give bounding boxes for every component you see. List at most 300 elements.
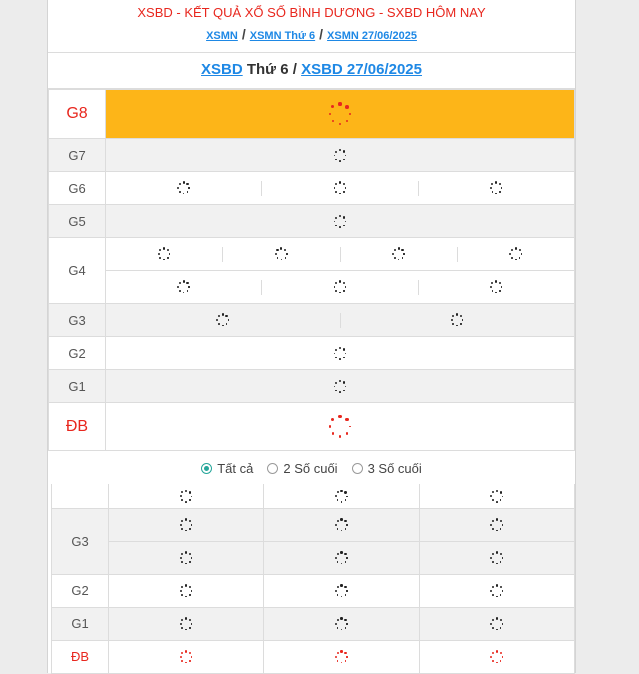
breadcrumb-xsmn-date[interactable]: XSMN 27/06/2025 (327, 30, 417, 42)
prize-row-g3 (49, 304, 575, 337)
spinner-dot (185, 629, 187, 631)
spinner-dot (490, 187, 492, 189)
filter-2-digits-label: 2 Số cuối (283, 460, 338, 476)
prize-label: G6 (49, 172, 106, 205)
spinner-dot (341, 501, 343, 503)
prize-row-g4 (49, 238, 575, 271)
spinner-dot (189, 499, 190, 500)
spinner-dot (185, 617, 187, 619)
loading-spinner-icon (391, 247, 406, 262)
spinner-dot (349, 113, 351, 115)
loto-table (51, 484, 575, 674)
spinner-dot (185, 518, 187, 520)
spinner-dot (490, 495, 492, 497)
spinner-dot (335, 349, 337, 351)
spinner-dot (185, 530, 187, 532)
spinner-dot (189, 528, 190, 529)
spinner-dot (492, 594, 494, 596)
loto-row (52, 484, 575, 508)
loading-spinner-icon (333, 214, 348, 229)
spinner-dot (500, 553, 502, 555)
prize-cell (106, 139, 575, 172)
spinner-dot (502, 496, 503, 497)
spinner-dot (340, 617, 342, 619)
spinner-dot (277, 257, 279, 259)
result-subheader (48, 53, 575, 89)
prize-label: G3 (49, 304, 106, 337)
spinner-dot (346, 557, 347, 558)
spinner-dot (222, 313, 224, 315)
spinner-dot (340, 584, 342, 586)
spinner-dot (496, 662, 498, 664)
spinner-dot (344, 553, 346, 555)
spinner-dot (228, 319, 229, 320)
spinner-dot (339, 181, 341, 183)
spinner-dot (346, 120, 348, 122)
spinner-dot (187, 290, 188, 291)
spinner-dot (501, 286, 502, 287)
loto-cell (419, 574, 574, 607)
loading-spinner-icon (333, 148, 348, 163)
spinner-dot (188, 187, 189, 188)
prize-cell (418, 181, 574, 196)
loading-spinner-icon (489, 617, 504, 632)
spinner-dot (177, 187, 179, 189)
spinner-dot (344, 491, 346, 493)
spinner-dot (341, 563, 343, 565)
spinner-dot (332, 120, 335, 123)
spinner-dot (491, 282, 493, 284)
spinner-dot (451, 319, 453, 321)
spinner-dot (163, 247, 165, 249)
spinner-dot (286, 253, 287, 254)
breadcrumb-xsmn-thu6[interactable]: XSMN Thứ 6 (249, 30, 316, 42)
spinner-dot (343, 282, 345, 284)
spinner-dot (191, 496, 192, 497)
loto-label: G3 (52, 508, 109, 574)
loading-spinner-icon (334, 617, 349, 632)
loading-spinner-icon (489, 650, 504, 665)
spinner-dot (179, 191, 181, 193)
spinner-dot (189, 491, 191, 493)
prize-label: G1 (49, 370, 106, 403)
spinner-dot (185, 584, 187, 586)
prize-cell (106, 370, 575, 403)
spinner-dot (502, 656, 503, 657)
loto-cell (264, 574, 419, 607)
loto-cell (419, 541, 574, 574)
spinner-dot (456, 313, 458, 315)
spinner-dot (340, 650, 342, 652)
loading-spinner-icon (176, 181, 191, 196)
spinner-dot (500, 499, 501, 500)
spinner-dot (335, 623, 337, 625)
spinner-dot (335, 557, 337, 559)
spinner-dot (490, 524, 492, 526)
spinner-dot (343, 390, 344, 391)
results-panel (47, 0, 576, 673)
spinner-dot (187, 191, 188, 192)
loading-spinner-icon (332, 280, 347, 295)
spinner-dot (403, 253, 404, 254)
spinner-dot (343, 381, 345, 383)
prize-row-g4-b (49, 271, 575, 304)
loto-label: ĐB (52, 640, 109, 673)
spinner-dot (492, 491, 494, 493)
spinner-dot (177, 286, 179, 288)
spinner-dot (344, 586, 346, 588)
prize-label: G5 (49, 205, 106, 238)
spinner-dot (331, 105, 334, 108)
loading-spinner-icon (215, 313, 230, 328)
loto-cell (109, 607, 264, 640)
prize-label: G2 (49, 337, 106, 370)
prize-row-g8 (49, 90, 575, 139)
loading-spinner-icon (334, 518, 349, 533)
loto-cell (109, 541, 264, 574)
spinner-dot (490, 623, 492, 625)
loto-label (52, 484, 109, 508)
spinner-dot (492, 499, 494, 501)
prize-row-g2 (49, 337, 575, 370)
spinner-dot (180, 590, 182, 592)
spinner-dot (191, 590, 192, 591)
spinner-dot (181, 594, 183, 596)
spinner-dot (341, 596, 343, 598)
spinner-dot (181, 627, 183, 629)
spinner-dot (181, 619, 183, 621)
spinner-dot (216, 319, 218, 321)
filter-3-digits-label: 3 Số cuối (367, 460, 422, 476)
spinner-dot (189, 561, 190, 562)
spinner-dot (339, 380, 341, 382)
spinner-dot (218, 323, 220, 325)
loading-spinner-icon (489, 518, 504, 533)
loading-spinner-icon (179, 551, 194, 566)
prize-row-g7 (49, 139, 575, 172)
spinner-dot (191, 656, 192, 657)
loto-row-g3 (52, 508, 575, 541)
spinner-dot (340, 490, 342, 492)
spinner-dot (344, 520, 346, 522)
spinner-dot (499, 191, 500, 192)
spinner-dot (180, 557, 182, 559)
spinner-dot (335, 159, 337, 161)
spinner-dot (343, 183, 345, 185)
spinner-dot (185, 596, 187, 598)
spinner-dot (339, 215, 341, 217)
spinner-dot (218, 315, 220, 317)
spinner-dot (340, 518, 342, 520)
spinner-dot (511, 249, 513, 251)
spinner-dot (285, 257, 286, 258)
spinner-dot (181, 528, 183, 530)
spinner-dot (339, 391, 341, 393)
spinner-dot (398, 259, 400, 261)
spinner-dot (284, 249, 286, 251)
spinner-dot (490, 656, 492, 658)
spinner-dot (343, 357, 344, 358)
loto-cell (419, 484, 574, 508)
spinner-dot (159, 249, 161, 251)
spinner-dot (183, 292, 185, 294)
prize-cell (340, 247, 457, 262)
spinner-dot (345, 386, 346, 387)
spinner-dot (226, 323, 227, 324)
loading-spinner-icon (179, 518, 194, 533)
spinner-dot (181, 491, 183, 493)
spinner-dot (329, 113, 332, 116)
prize-cell (222, 247, 339, 262)
spinner-dot (339, 292, 341, 294)
spinner-dot (500, 619, 502, 621)
spinner-dot (495, 280, 497, 282)
xsbd-date-link[interactable]: XSBD 27/06/2025 (301, 61, 422, 78)
spinner-dot (345, 187, 346, 188)
radio-icon[interactable] (267, 463, 278, 474)
spinner-dot (335, 590, 337, 592)
spinner-dot (167, 249, 169, 251)
spinner-dot (500, 586, 502, 588)
filter-2-digits-option[interactable] (267, 461, 337, 476)
spinner-dot (159, 257, 161, 259)
loto-cell (264, 508, 419, 541)
spinner-dot (158, 253, 160, 255)
spinner-dot (335, 290, 337, 292)
spinner-dot (346, 496, 347, 497)
page-title: XSBD - KẾT QUẢ XỔ SỐ BÌNH DƯƠNG - SXBD HÔM NAY (137, 5, 486, 20)
prize-label: ĐB (49, 403, 106, 451)
spinner-dot (492, 528, 494, 530)
spinner-dot (335, 282, 337, 284)
breadcrumb (48, 27, 575, 43)
spinner-dot (335, 382, 337, 384)
spinner-dot (335, 495, 337, 497)
radio-icon[interactable] (352, 463, 363, 474)
spinner-dot (496, 551, 498, 553)
prize-table (48, 89, 575, 451)
spinner-dot (500, 594, 501, 595)
spinner-dot (452, 315, 454, 317)
spinner-dot (337, 520, 339, 522)
spinner-dot (341, 530, 343, 532)
spinner-dot (337, 586, 339, 588)
spinner-dot (346, 432, 348, 434)
spinner-dot (500, 660, 501, 661)
spinner-dot (509, 253, 511, 255)
filter-3-digits-option[interactable] (352, 461, 422, 476)
spinner-dot (496, 629, 498, 631)
spinner-dot (281, 259, 283, 261)
spinner-dot (334, 187, 336, 189)
spinner-dot (462, 319, 463, 320)
spinner-dot (398, 247, 400, 249)
spinner-dot (492, 619, 494, 621)
loto-cell (419, 607, 574, 640)
loto-cell (264, 640, 419, 673)
spinner-dot (181, 660, 183, 662)
spinner-dot (490, 557, 492, 559)
spinner-dot (332, 432, 335, 435)
loading-spinner-icon (179, 489, 194, 504)
spinner-dot (339, 149, 341, 151)
spinner-dot (334, 155, 336, 157)
spinner-dot (169, 253, 170, 254)
spinner-dot (496, 650, 498, 652)
prize-label: G4 (49, 238, 106, 304)
spinner-dot (337, 499, 339, 501)
spinner-dot (345, 499, 346, 500)
prize-cells (106, 271, 575, 304)
spinner-dot (337, 561, 339, 563)
prize-cell (106, 247, 222, 262)
loading-spinner-icon (328, 102, 352, 126)
spinner-dot (180, 524, 182, 526)
spinner-dot (339, 123, 341, 125)
spinner-dot (280, 247, 282, 249)
spinner-dot (339, 160, 341, 162)
prize-row-g1 (49, 370, 575, 403)
spinner-dot (337, 594, 339, 596)
loto-cell (109, 484, 264, 508)
spinner-dot (492, 520, 494, 522)
spinner-dot (337, 619, 339, 621)
spinner-dot (491, 183, 493, 185)
breadcrumb-xsmn[interactable]: XSMN (206, 30, 238, 42)
spinner-dot (460, 315, 462, 317)
spinner-dot (181, 652, 183, 654)
prize-cell (106, 90, 575, 139)
spinner-dot (180, 495, 182, 497)
loto-label: G1 (52, 607, 109, 640)
spinner-dot (338, 102, 341, 105)
spinner-dot (331, 418, 334, 421)
spinner-dot (490, 590, 492, 592)
spinner-dot (181, 586, 183, 588)
spinner-dot (181, 520, 183, 522)
spinner-dot (181, 553, 183, 555)
spinner-dot (275, 253, 277, 255)
spinner-dot (346, 524, 347, 525)
spinner-dot (521, 253, 522, 254)
spinner-dot (339, 226, 341, 228)
prize-cell (418, 280, 574, 295)
spinner-dot (501, 187, 502, 188)
spinner-dot (345, 286, 346, 287)
spinner-dot (496, 518, 498, 520)
spinner-dot (341, 629, 343, 631)
loading-spinner-icon (328, 415, 352, 439)
prize-cell (106, 337, 575, 370)
spinner-dot (334, 386, 336, 388)
loading-spinner-icon (334, 584, 349, 599)
breadcrumb-separator: / (241, 26, 246, 42)
spinner-dot (452, 323, 454, 325)
spinner-dot (456, 325, 458, 327)
spinner-dot (339, 193, 341, 195)
spinner-dot (335, 524, 337, 526)
prize-cell (106, 205, 575, 238)
spinner-dot (492, 561, 494, 563)
spinner-dot (181, 561, 183, 563)
spinner-dot (185, 551, 187, 553)
day-label: Thứ 6 (246, 61, 289, 78)
spinner-dot (185, 501, 187, 503)
loto-cell (264, 541, 419, 574)
spinner-dot (499, 290, 500, 291)
spinner-dot (394, 257, 396, 259)
spinner-dot (179, 183, 181, 185)
prize-cell (340, 313, 575, 328)
spinner-dot (343, 290, 344, 291)
spinner-dot (189, 627, 190, 628)
spinner-dot (167, 257, 168, 258)
spinner-dot (492, 290, 494, 292)
spinner-dot (185, 662, 187, 664)
spinner-dot (189, 520, 191, 522)
spinner-dot (346, 623, 347, 624)
spinner-dot (189, 594, 190, 595)
spinner-dot (515, 247, 517, 249)
spinner-dot (343, 191, 344, 192)
spinner-dot (499, 282, 501, 284)
spinner-dot (402, 257, 403, 258)
spinner-dot (496, 596, 498, 598)
spinner-dot (186, 183, 188, 185)
prize-label: G8 (49, 90, 106, 139)
spinner-dot (183, 193, 185, 195)
loading-spinner-icon (157, 247, 172, 262)
breadcrumb-separator: / (319, 26, 324, 42)
loto-cell (419, 508, 574, 541)
spinner-dot (337, 491, 339, 493)
spinner-dot (191, 524, 192, 525)
spinner-dot (163, 259, 165, 261)
radio-icon[interactable] (201, 463, 212, 474)
spinner-dot (185, 650, 187, 652)
filter-all-option[interactable] (201, 461, 253, 476)
spinner-dot (189, 586, 191, 588)
spinner-dot (191, 623, 192, 624)
spinner-dot (337, 528, 339, 530)
spinner-dot (519, 257, 520, 258)
loading-spinner-icon (274, 247, 289, 262)
spinner-dot (460, 323, 461, 324)
loading-spinner-icon (489, 551, 504, 566)
spinner-dot (344, 619, 346, 621)
spinner-dot (500, 561, 501, 562)
digit-filter (48, 451, 575, 485)
spinner-dot (511, 257, 513, 259)
spinner-dot (339, 280, 341, 282)
xsbd-link[interactable]: XSBD (201, 61, 243, 78)
spinner-dot (335, 151, 337, 153)
spinner-dot (337, 627, 339, 629)
spinner-dot (335, 225, 337, 227)
spinner-dot (492, 660, 494, 662)
loading-spinner-icon (508, 247, 523, 262)
loading-spinner-icon (176, 280, 191, 295)
spinner-dot (500, 652, 502, 654)
spinner-dot (334, 353, 336, 355)
loto-cell (109, 574, 264, 607)
spinner-dot (502, 524, 503, 525)
spinner-dot (329, 425, 332, 428)
page-header (48, 0, 575, 53)
spinner-dot (341, 662, 343, 664)
spinner-dot (337, 660, 339, 662)
loading-spinner-icon (179, 584, 194, 599)
